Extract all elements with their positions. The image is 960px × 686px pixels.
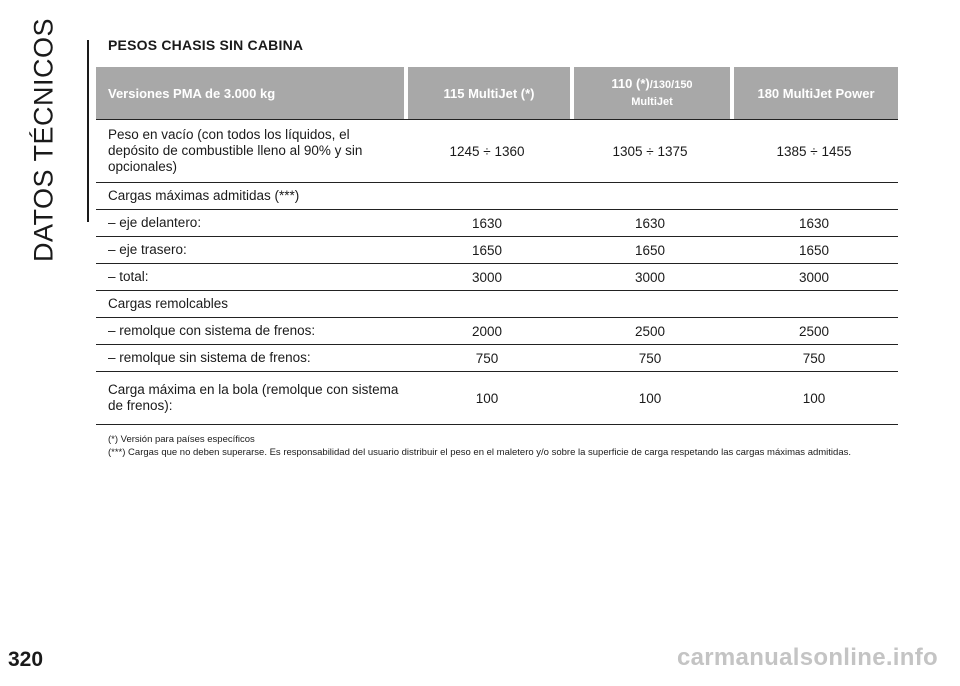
- row-value-110: 1630: [634, 215, 666, 231]
- row-value-115: 100: [475, 390, 499, 406]
- header-180-multijet-power: 180 MultiJet Power: [734, 67, 898, 119]
- row-value-115: 3000: [471, 269, 503, 285]
- row-value-115: 1650: [471, 242, 503, 258]
- row-value-180: 100: [802, 390, 826, 406]
- table-row: [96, 237, 898, 264]
- header-110-line1: [611, 75, 692, 94]
- footnote-1: (*) Versión para países específicos: [108, 434, 255, 445]
- row-label: – total:: [108, 269, 149, 284]
- row-label: Peso en vacío (con todos los líquidos, el depósito de combustible lleno al 90% y sin opcionales): [108, 127, 363, 174]
- row-value-110: 100: [638, 390, 662, 406]
- header-110-main: 110 (*): [611, 76, 650, 91]
- row-label: – remolque con sistema de frenos:: [108, 323, 316, 338]
- row-value-180: 3000: [798, 269, 830, 285]
- table-row: [96, 318, 898, 345]
- table-row: [96, 120, 898, 183]
- footnote-2: (***) Cargas que no deben superarse. Es responsabilidad del usuario distribuir el peso en el maletero y/o sobre la superficie de carga respetando las cargas máximas admitidas.: [108, 447, 851, 458]
- row-value-115: 750: [475, 350, 499, 366]
- table-header: [96, 67, 898, 120]
- row-value-110: 750: [638, 350, 662, 366]
- side-divider: [87, 40, 89, 222]
- side-section-title: [4, 17, 84, 263]
- table-row: [96, 372, 898, 425]
- page-number: 320: [8, 648, 44, 671]
- row-value-110: 1650: [634, 242, 666, 258]
- row-label: Cargas remolcables: [108, 296, 229, 311]
- row-value-110: 1305 ÷ 1375: [612, 143, 688, 159]
- header-110-sub: /130/150: [649, 79, 693, 91]
- footnotes: [108, 433, 908, 459]
- table-row: [96, 291, 898, 318]
- header-versions: Versiones PMA de 3.000 kg: [96, 67, 404, 119]
- row-value-115: 1245 ÷ 1360: [449, 143, 525, 159]
- table-row: [96, 210, 898, 237]
- row-value-110: 2500: [634, 323, 666, 339]
- row-label: – eje trasero:: [108, 242, 187, 257]
- row-value-180: 1650: [798, 242, 830, 258]
- weights-table: [96, 67, 898, 425]
- section-title: PESOS CHASIS SIN CABINA: [108, 37, 304, 53]
- row-value-115: 1630: [471, 215, 503, 231]
- header-110-line2: MultiJet: [631, 96, 673, 108]
- header-115-multijet: 115 MultiJet (*): [408, 67, 570, 119]
- row-label: – remolque sin sistema de frenos:: [108, 350, 311, 365]
- table-row: [96, 183, 898, 210]
- side-section-title-text: DATOS TÉCNICOS: [28, 17, 59, 263]
- table-row: [96, 264, 898, 291]
- row-label: Cargas máximas admitidas (***): [108, 188, 300, 203]
- watermark: carmanualsonline.info: [676, 644, 938, 671]
- row-value-180: 1385 ÷ 1455: [776, 143, 852, 159]
- row-label: – eje delantero:: [108, 215, 202, 230]
- header-110-multijet: [574, 67, 730, 119]
- row-value-180: 750: [802, 350, 826, 366]
- row-value-180: 2500: [798, 323, 830, 339]
- row-label: Carga máxima en la bola (remolque con sistema de frenos):: [108, 382, 399, 413]
- row-value-115: 2000: [471, 323, 503, 339]
- row-value-110: 3000: [634, 269, 666, 285]
- row-value-180: 1630: [798, 215, 830, 231]
- table-row: [96, 345, 898, 372]
